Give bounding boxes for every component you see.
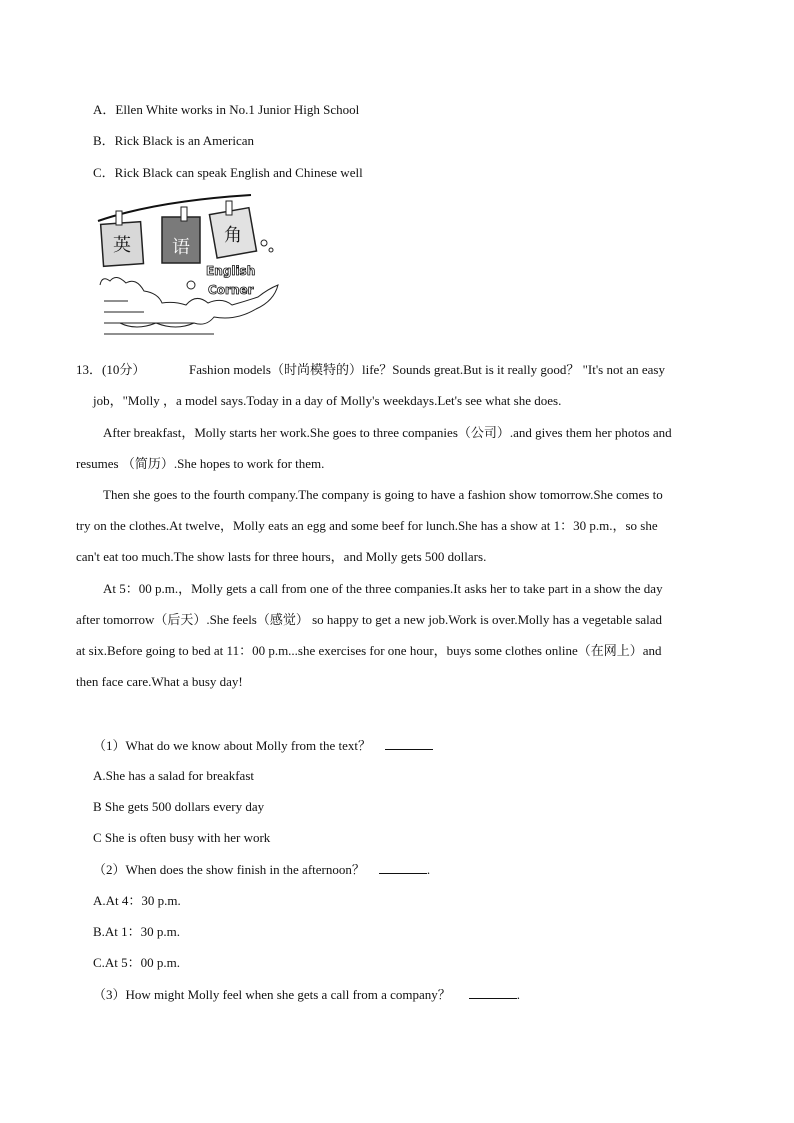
q2-option-b: B.At 1：30 p.m. [93, 924, 181, 939]
q13-number: 13．(10分） [76, 362, 146, 377]
passage-line-7: can't eat too much.The show lasts for three hours，and Molly gets 500 dollars. [76, 549, 487, 564]
q1-option-a: A.She has a salad for breakfast [93, 768, 254, 783]
picture-corner: Corner [208, 283, 254, 297]
picture-char-1: 英 [113, 235, 131, 256]
english-corner-picture [96, 193, 280, 343]
answer-blank-3[interactable] [469, 986, 517, 999]
q1-option-c: C She is often busy with her work [93, 830, 271, 845]
question-2-suffix: . [426, 862, 431, 877]
answer-blank-1[interactable] [385, 737, 433, 750]
question-2 [93, 861, 430, 878]
q12-option-b: B．Rick Black is an American [93, 133, 255, 148]
question-3 [93, 986, 520, 1003]
question-1 [93, 737, 433, 754]
question-1-stem: （1）What do we know about Molly from the text？ [93, 738, 372, 753]
passage-line-5: Then she goes to the fourth company.The company is going to have a fashion show tomorrow.She comes to [103, 487, 663, 502]
picture-english: English [206, 264, 256, 278]
question-3-stem: （3）How might Molly feel when she gets a call from a company？ [93, 987, 451, 1002]
passage-line-3: After breakfast，Molly starts her work.She goes to three companies（公司）.and gives them her photos and [103, 425, 672, 440]
passage-line-10: at six.Before going to bed at 11：00 p.m...she exercises for one hour，buys some clothes online（在网上）and [76, 643, 662, 658]
q12-option-a: A．Ellen White works in No.1 Junior High School [93, 102, 360, 117]
passage-line-1: Fashion models（时尚模特的）life？Sounds great.But is it really good？ "It's not an easy [189, 362, 665, 377]
q1-option-b: B She gets 500 dollars every day [93, 799, 265, 814]
passage-line-9: after tomorrow（后天）.She feels（感觉） so happy to get a new job.Work is over.Molly has a vegetable salad [76, 612, 662, 627]
question-2-stem: （2）When does the show finish in the afternoon？ [93, 862, 365, 877]
passage-line-2: job，"Molly ，a model says.Today in a day of Molly's weekdays.Let's see what she does. [93, 393, 562, 408]
picture-char-3: 角 [224, 225, 242, 246]
question-3-suffix: . [516, 987, 521, 1002]
q2-option-c: C.At 5：00 p.m. [93, 955, 181, 970]
passage-line-4: resumes （简历）.She hopes to work for them. [76, 456, 325, 471]
passage-line-6: try on the clothes.At twelve，Molly eats an egg and some beef for lunch.She has a show at 1：30 p.m.，so she [76, 518, 658, 533]
passage-line-8: At 5：00 p.m.，Molly gets a call from one of the three companies.It asks her to take part in a show the day [103, 581, 663, 596]
answer-blank-2[interactable] [379, 861, 427, 874]
passage-line-11: then face care.What a busy day! [76, 674, 243, 689]
q2-option-a: A.At 4：30 p.m. [93, 893, 181, 908]
q12-option-c: C．Rick Black can speak English and Chinese well [93, 165, 363, 180]
picture-char-2: 语 [172, 237, 190, 258]
